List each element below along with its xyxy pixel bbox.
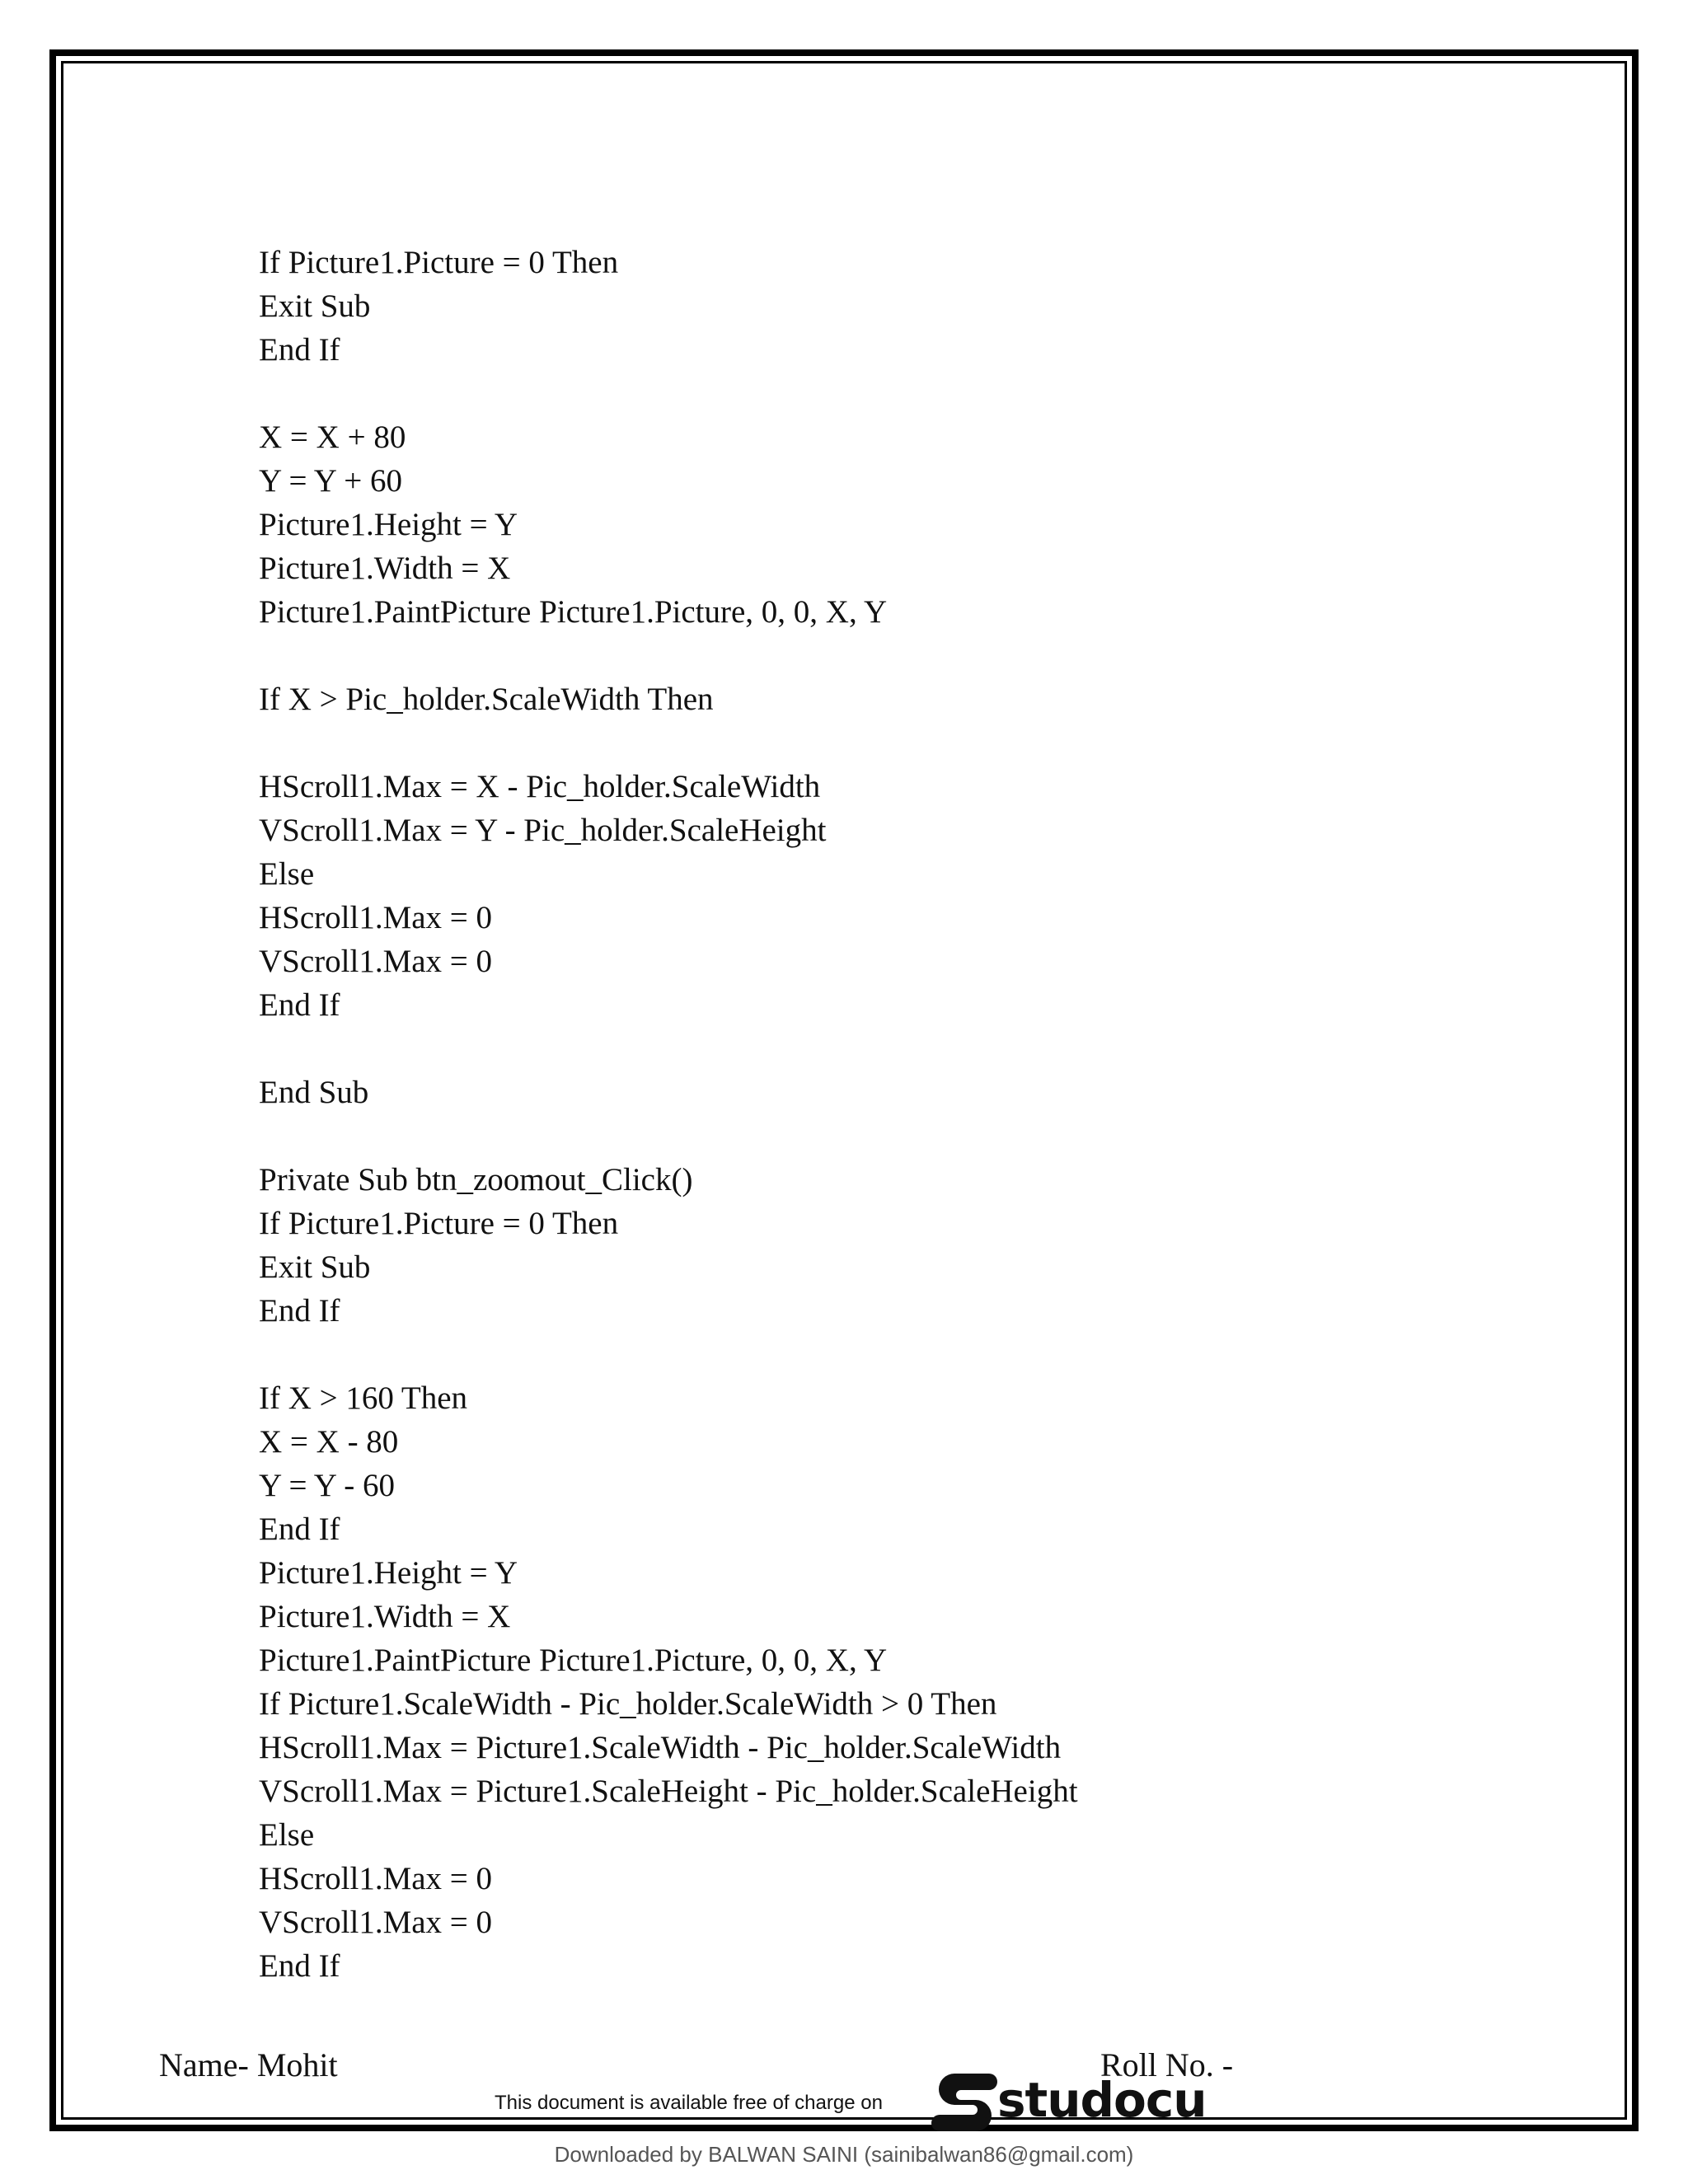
code-line: Y = Y - 60 [259, 1468, 395, 1503]
code-line: Private Sub btn_zoomout_Click() [259, 1162, 693, 1197]
code-line: Exit Sub [259, 288, 371, 324]
code-line [259, 1114, 1078, 1158]
code-line: If Picture1.Picture = 0 Then [259, 1206, 619, 1241]
code-line: HScroll1.Max = 0 [259, 900, 493, 935]
code-line [259, 1333, 1078, 1376]
code-line: Else [259, 856, 315, 892]
studocu-logo[interactable] [930, 2069, 1207, 2131]
code-line: VScroll1.Max = Y - Pic_holder.ScaleHeight [259, 813, 827, 848]
code-line: Exit Sub [259, 1249, 371, 1285]
code-line: End If [259, 332, 340, 368]
code-line: If Picture1.Picture = 0 Then [259, 245, 619, 280]
code-line: Picture1.Width = X [259, 1599, 511, 1634]
code-line: HScroll1.Max = X - Pic_holder.ScaleWidth [259, 769, 821, 804]
code-line: Picture1.PaintPicture Picture1.Picture, 0, 0, X, Y [259, 1643, 888, 1678]
code-line: End Sub [259, 1075, 369, 1110]
code-line: Picture1.Height = Y [259, 507, 518, 542]
code-line: End If [259, 1511, 340, 1547]
code-line: Y = Y + 60 [259, 463, 402, 499]
code-line: End If [259, 987, 340, 1023]
code-line: End If [259, 1293, 340, 1329]
code-line: HScroll1.Max = Picture1.ScaleWidth - Pic_holder.ScaleWidth [259, 1730, 1062, 1765]
code-line: Picture1.Width = X [259, 551, 511, 586]
code-line [259, 1027, 1078, 1071]
code-line: X = X + 80 [259, 419, 406, 455]
code-listing [259, 241, 1078, 1988]
code-line: HScroll1.Max = 0 [259, 1861, 493, 1896]
code-line [259, 372, 1078, 415]
code-line: VScroll1.Max = 0 [259, 944, 493, 979]
code-line: If Picture1.ScaleWidth - Pic_holder.ScaleWidth > 0 Then [259, 1686, 997, 1722]
code-line [259, 634, 1078, 677]
download-notice: Downloaded by BALWAN SAINI (sainibalwan86@gmail.com) [554, 2142, 1134, 2167]
code-line: Picture1.Height = Y [259, 1555, 518, 1591]
code-line: X = X - 80 [259, 1424, 399, 1460]
student-name: Name- Mohit [159, 2046, 338, 2083]
code-line [259, 721, 1078, 765]
code-line: Else [259, 1817, 315, 1853]
availability-notice: This document is available free of charge on [495, 2092, 883, 2114]
code-line: VScroll1.Max = 0 [259, 1905, 493, 1940]
code-line: VScroll1.Max = Picture1.ScaleHeight - Pic_holder.ScaleHeight [259, 1774, 1078, 1809]
code-line: If X > 160 Then [259, 1380, 468, 1416]
studocu-wordmark: studocu [997, 2072, 1207, 2128]
roll-number: Roll No. - [1100, 2046, 1234, 2083]
code-line: Picture1.PaintPicture Picture1.Picture, 0, 0, X, Y [259, 594, 888, 630]
studocu-mark-icon [930, 2069, 1001, 2131]
code-line: If X > Pic_holder.ScaleWidth Then [259, 682, 714, 717]
code-line: End If [259, 1948, 340, 1984]
